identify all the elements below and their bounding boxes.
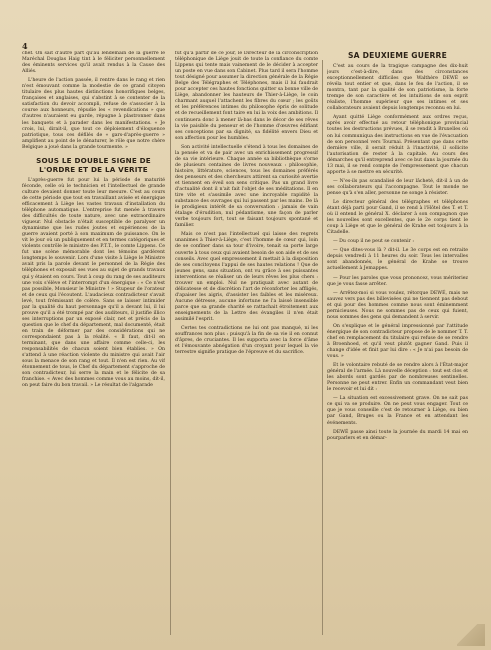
section-heading: SOUS LE DOUBLE SIGNE DE L'ORDRE ET DE LA VERITE xyxy=(36,155,151,174)
paragraph: — Que dites-vous là ? dit-il. Le 3e corps est en retraite depuis vendredi à 11 heures du soir. Tous les intervalles sont abandonnés, le général de Krahe se trouve actuellement à Jemappes. xyxy=(327,248,468,272)
paragraph: Son activité intellectuelle s'étend à tous les domaines de la pensée et va de pair avec un enrichissement progressif de sa vie intérieure. Chaque année sa bibliothèque s'orne de plusieurs centaines de livres nouveaux : philosophie, histoire, littérature, sciences, tous les domaines préférés des penseurs et des chercheurs attirent sa curiosité avertie et tiennent en éveil son sens critique. Pas un grand livre d'actualité dont il n'ait fait l'objet de ses méditations. Il en tire vite et s'assimile avec une incroyable rapidité la substance des ouvrages qui lui passent par les mains. De là le prodigieux intérêt de sa conversation : jamais de vain étalage d'érudition, nul pédantisme, une façon de parler verbe toujours fort, tout se faisant toujours spontané et familier. xyxy=(175,144,318,229)
paragraph: — Du coup il ne peut se contenir : xyxy=(333,239,414,245)
paragraph: Mais ce n'est pas l'intellectuel qui laisse des regrets unanimes à Thier-à-Liège, c'est l'homme de cœur qui, loin de se confiner dans sa tour d'ivoire, tenait sa porte large ouverte à tous ceux qui avaient besoin de son aide et de ses conseils. Avec quel empressement il mettait à la disposition de ses concitoyens l'appui de ses hautes relations ! Que de jeunes gens, sans situation, ont vu grâce à ses puissantes interventions se réaliser un de leurs rêves les plus chers : trouver un emploi. Nul ne pratiquait avec autant de délicatesse et de discrétion l'art de réconforter les affligés, d'apaiser les aigris, d'assister les faibles et les miséreux. Aucune détresse, aucune infortune ne l'a laissé insensible parce que sa grande charité se rattachait étroitement aux enseignements de la Lettre des évangiles il n'en était assimilé l'esprit. xyxy=(175,232,318,323)
paragraph: chef. On sait d'autre part qu'au lendemain de la guerre le Maréchal Douglas Haig tint à le féliciter personnellement des éminents services qu'il avait rendus à la Cause des Alliés. xyxy=(22,51,165,75)
paragraph: On s'explique et le général impressionné par l'attitude énergique de son contradicteur propose de le nommer T. T. chef en remplacement du titulaire qui refuse de se rendre à Broenhoed, et qu'il veut plutôt gagner Gand. Puis il change d'idée et finit par lui dire : « Je n'ai pas besoin de vous. » xyxy=(327,323,468,360)
page-corner-shadow xyxy=(457,624,485,646)
section-heading: SA DEUXIEME GUERRE xyxy=(348,51,447,60)
paragraph: — N'es-ils pas scandalisé de leur lâcheté, dit-il à un de ses collaborateurs qui l'accompagne. Tout le monde ne pense qu'à s'en aller, personne ne songe à résister. xyxy=(327,178,468,196)
paragraph: L'heure de l'action passée, il rentre dans le rang et rien n'est émouvant comme la modestie de ce grand citoyen titulaire des plus hautes distinctions honorifiques belges, françaises et anglaises, qui s'abstint à se contenter de la satisfaction du devoir accompli, refuse de s'associer à la course aux honneurs, répudie les « revendications » que d'autres n'auraient eu garde, répugne à plastronner dans les banquets et à parader dans les manifestations. « Je crois, lui, dirait-il, que tout ce déploiement d'éloquence patriotique, tous ces défilés de « gars-d'après-guerre » amplifient au point de le dénaturer, le rôle que notre chère Belgique a joué dans la grande tourmente. » xyxy=(22,78,165,150)
paragraph: fut qu'à partir de ce jour, le Directeur de la circonscription téléphonique de Liège jouit de toute la confiance du comte Lippens qui tente mais vainement de le décider à accepter un poste en vue dans son Cabinet. Plus tard il sera l'homme tout désigné pour assumer la direction générale de la Régie Belge des Télégraphes et Téléphones, mais il lui faudrait pour accepter ces hautes fonctions quitter sa bonne ville de Liège, abandonner les hauteurs de Thier-à-Liège, le coin charmant auquel l'attachent les fibres du cœur ; les goûts et les préférences intimes du philosophe épris de solitude et de recueillement font taire en lui la voix des ambitions. Il continuera donc à mener là-bas dans le décor de ses rêves la vie paisible du penseur et de l'homme d'œuvres édifiant ses conceptions par sa dignité, sa fidélité envers Dieu et son affection pour les humbles. xyxy=(175,51,318,141)
text-column-1 xyxy=(22,51,165,639)
page-number: 4 xyxy=(22,41,28,51)
text-column-3 xyxy=(327,51,468,639)
paragraph: Certes tes contradictions ne lui ont pas manqué, ni les souffrances non plus : puisqu'à la fin de sa vie il en connut d'âpres, de cruciantes. Il les supporta avec la force d'âme et l'émouvante abnégation d'un croyant pour lequel la vie terrestre signifie pratique de l'épreuve et du sacrifice. xyxy=(175,326,318,356)
paragraph: DEWÉ passe ainsi toute la journée du mardi 14 mai en pourparlers et en démar- xyxy=(327,429,468,441)
paragraph: Ayant quitté Liège conformément aux ordres reçus, après avoir effectué au retour téléphonique provincial toutes les destructions prévues, il se rendit à Bruxelles où on lui communiqua des instructions en vue de l'évacuation de son personnel vers Tournai. Présentant que dans cette dernière ville, il serait réduit à l'inactivité, il sollicite l'autorisation de rester à la capitale. Au cours des démarches qu'il entreprend avec ce but dans la journée du 13 mai, il se rend compte de l'empressement que chacun apporte à se mettre en sécurité. xyxy=(327,115,468,175)
paragraph: L'après-guerre fut pour lui la période de maturité féconde, celle où le technicien et l'intellectuel de grande culture devaient donner toute leur mesure. C'est au cours de cette période que tout en travaillant avisée et énergique efficacement à Liège les vastes travaux d'installation du téléphone automatique. L'entreprise fut menée à travers des difficultés de toute nature, avec une extraordinaire vigueur. Nul obstacle n'était susceptible de paralyser un dynamisme que les rudes joutes et expériences de la guerre avaient porté à son maximum de puissance. On le vit le jour où un publiquement et en termes catégoriques et violents contrôle le ministre des P.T.T., le comte Lippens. Ce fut une scène mémorable dont les témoins gardèrent longtemps le souvenir. Lors d'une visite à Liège le Ministre avait pris la parole devant le personnel de la Régie des téléphones et exposait ses vues au sujet de grands travaux qui y étaient en cours. Tout à coup du rang de ses auditeurs une voix s'élève et l'interrompt d'un énergique : « Ce n'est pas possible, Monsieur le Ministre ! » Stupeur de l'orateur et de ceux qui l'écoutent. L'audacieux contradicteur s'avait levé, tout frémissant de colère. Sans se laisser intimider par la qualité du haut personnage qu'il a devant lui, il lui prouve qu'il a été trompé par des auditeurs, il justifie illico ses interruptions par un exposé clair, net et précis de la question que le chef du département, mal documenté, était en train de déformer par des considérations qui ne correspondaient pas à la réalité. « Il faut, dit-il en terminant, que dans une affaire comme celle-ci, les responsabilités de chacun soient bien établies. » On s'attend à une réaction violente du ministre qui avait l'air sous la menace de son rang et tout. Il n'en est rien. Au vif étonnement de tous, le Chef du département s'approche de son contradicteur, lui serre la main et le félicite de sa franchise. « Avec des hommes comme vous au moins, dit-il, on peut faire du bon travail. » Le résultat de l'algarade xyxy=(22,177,165,389)
text-column-2 xyxy=(175,51,318,639)
paragraph: Et le volontaire rebuté de se rendre alors à l'État-major général de l'armée. Là nouvelle déception : tout est clos et les abords sont gardés par de nombreuses sentinelles. Personne ne peut entrer. Enfin un commandant veut bien le recevoir et lui dit : xyxy=(327,363,468,393)
column-divider xyxy=(170,60,171,635)
paragraph: C'est au cours de la tragique campagne des dix-huit jours c'est-à-dire, dans des circonstances exceptionnellement difficiles que Walthère DEWÉ se révéla tout entier et que, dans le feu de l'action, il se montra, tant par la qualité de son patriotisme, la forte trempe de son caractère et les intuitions de son esprit réaliste, l'homme supérieur que ses intimes et ses collaborateurs avaient depuis longtemps reconnu en lui. xyxy=(327,64,468,112)
paragraph: — Arrêtez-moi si vous voulez, rétorque DEWÉ, mais ne sauvez vers pas des billevisées qui ne tiennent pas debout et qui pour des hommes comme nous sont éminemment pernicieuses. Nous ne sommes pas de ceux qui fuient, nous sommes des gens qui demandent à servir. xyxy=(327,290,468,320)
paragraph: Le directeur général des télégraphes et téléphones étant déjà parti pour Gand, il se rend à l'Hôtel des T. et T. où il entend le général X. déclarer à son compagnon que les nouvelles sont excellentes, que le 2e corps tient le coup à Liège et que le général de Krahe est toujours à la Citadelle. xyxy=(327,199,468,236)
paragraph: — La situation est excessivement grave. On ne sait pas ce qui va se produire. On ne peut vous engager. Tout ce que je vous conseille c'est de retourner à Liège, ou bien par Gand, Bruges ou la France et en attendant les événements. xyxy=(327,396,468,426)
column-divider xyxy=(322,60,323,635)
paragraph: — Pour les paroles que vous prononcez, vous mériteriez que je vous fasse arrêter. xyxy=(327,275,468,287)
